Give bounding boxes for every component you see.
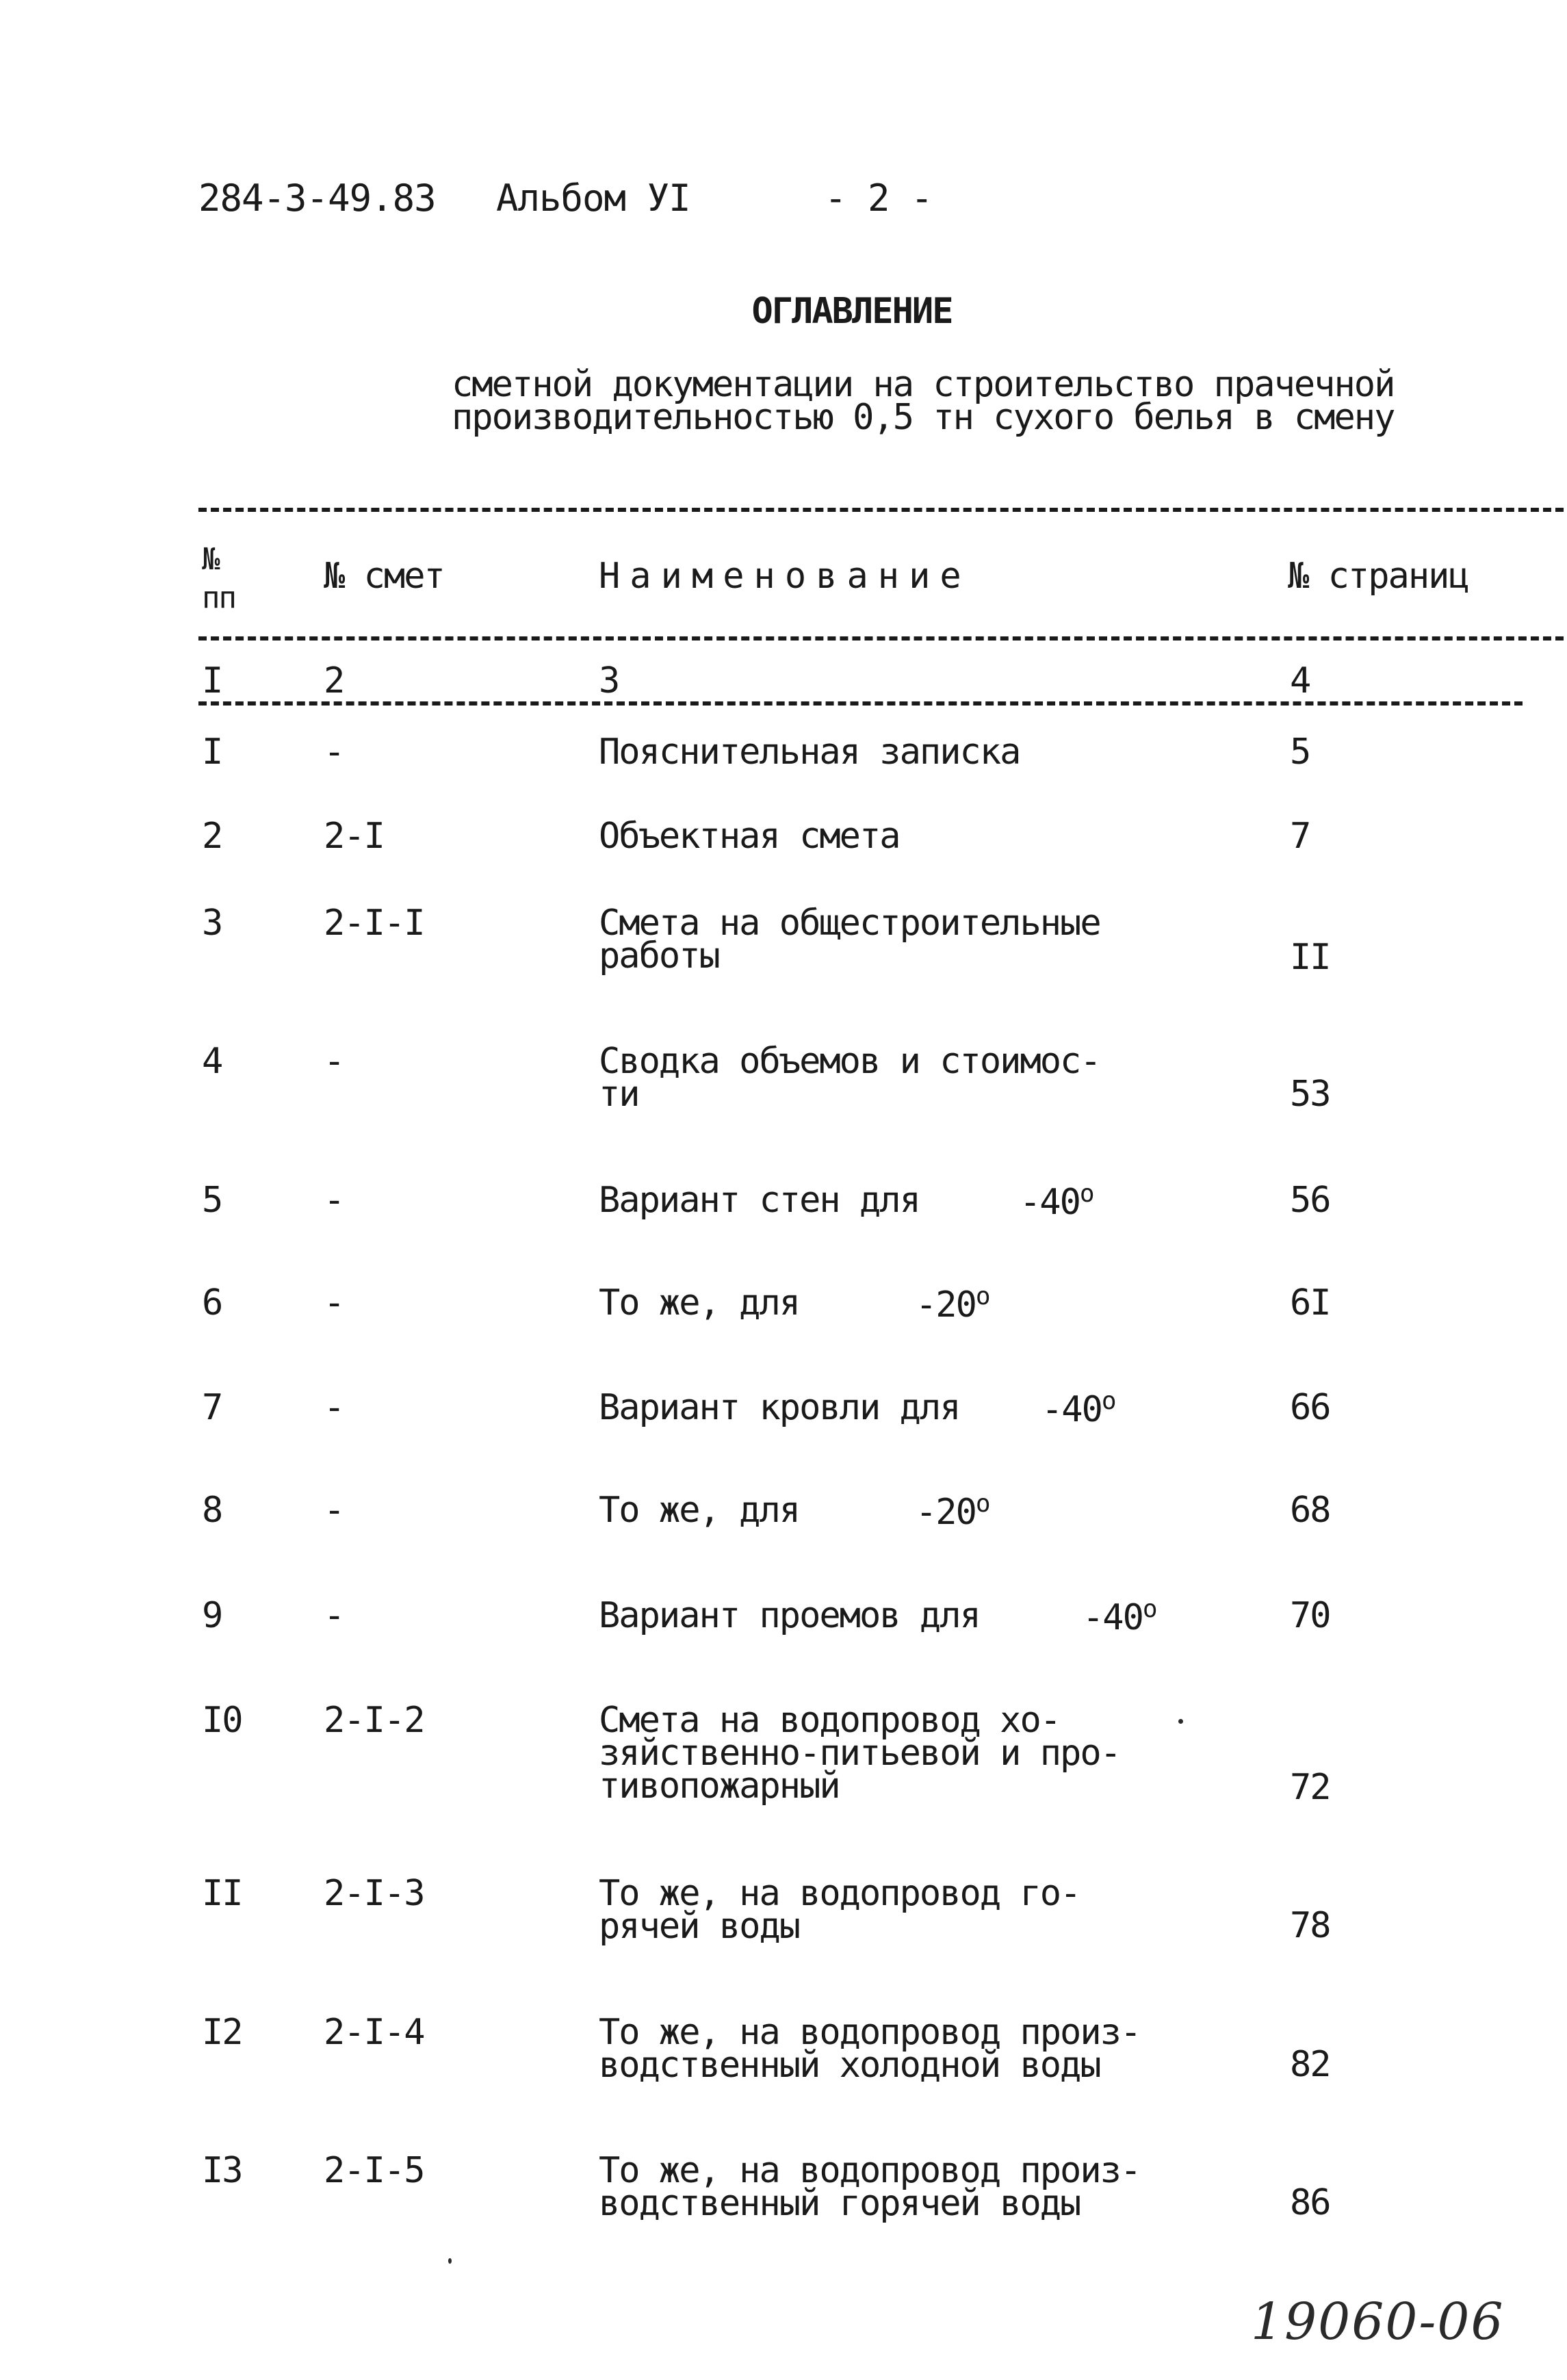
row-name-line-2: водственный холодной воды [599, 2045, 1100, 2086]
col-estimate-header: № смет [324, 556, 444, 597]
row-name-line-1: Смета на общестроительные [599, 903, 1100, 944]
row-page: 56 [1290, 1180, 1330, 1221]
col-number-1: I [202, 660, 222, 701]
degree-sign: o [1079, 1180, 1093, 1208]
row-estimate: 2-I-4 [324, 2012, 424, 2053]
subtitle-line-2: производительностью 0,5 тн сухого белья в смену [452, 397, 1395, 438]
row-page: 78 [1290, 1905, 1330, 1946]
row-page: 53 [1290, 1074, 1330, 1115]
document-code: 284-3-49.83 [198, 177, 436, 220]
row-name: Вариант проемов для [599, 1595, 980, 1636]
col-num-abbrev: пп [202, 580, 235, 615]
top-dashed-rule [198, 508, 1564, 512]
col-number-4: 4 [1290, 660, 1310, 701]
row-name-line-1: Смета на водопровод хо- [599, 1700, 1061, 1741]
row-estimate: 2-I [324, 816, 384, 857]
row-name-line-3: тивопожарный [599, 1765, 840, 1807]
row-temperature: -40$^o$ [1041, 1387, 1115, 1430]
row-temperature: -40$^o$ [1083, 1595, 1156, 1638]
degree-sign: o [1101, 1387, 1115, 1415]
col-pages-header: № страниц [1288, 556, 1468, 597]
row-estimate: 2-I-I [324, 903, 424, 944]
row-page: 7 [1290, 816, 1310, 857]
row-temperature: -20$^o$ [916, 1490, 989, 1533]
row-name: Пояснительная записка [599, 732, 1020, 773]
album-label: Альбом УI [496, 177, 690, 220]
row-page: II [1290, 937, 1330, 978]
degree-sign: o [1142, 1595, 1156, 1623]
row-name: Вариант кровли для [599, 1387, 960, 1428]
col-number-2: 2 [324, 660, 344, 701]
row-num: I [202, 732, 222, 773]
row-estimate: - [324, 1041, 344, 1082]
row-num: I2 [202, 2012, 242, 2053]
row-name-line-2: водственный горячей воды [599, 2183, 1080, 2224]
row-num: 8 [202, 1490, 222, 1531]
row-name-line-1: То же, на водопровод произ- [599, 2012, 1141, 2053]
col-num-symbol: № [202, 542, 219, 577]
row-estimate: 2-I-3 [324, 1873, 424, 1914]
row-num: 7 [202, 1387, 222, 1428]
degree-sign: o [975, 1490, 989, 1518]
degree-sign: o [975, 1282, 989, 1310]
row-name-line-2: зяйственно-питьевой и про- [599, 1733, 1120, 1774]
row-estimate: 2-I-2 [324, 1700, 424, 1741]
row-estimate: - [324, 1490, 344, 1531]
row-estimate: - [324, 1282, 344, 1323]
row-name: То же, для [599, 1490, 800, 1531]
row-estimate: - [324, 1595, 344, 1636]
row-estimate: - [324, 732, 344, 773]
row-name-line-1: Сводка объемов и стоимос- [599, 1041, 1100, 1082]
header-dashed-rule [198, 636, 1564, 641]
row-num: 5 [202, 1180, 222, 1221]
row-name-line-2: работы [599, 935, 719, 976]
row-name: То же, для [599, 1282, 800, 1323]
row-num: I3 [202, 2150, 242, 2191]
row-temperature: -40$^o$ [1020, 1180, 1093, 1223]
row-temperature: -20$^o$ [916, 1282, 989, 1325]
row-page: 6I [1290, 1282, 1330, 1323]
row-page: 66 [1290, 1387, 1330, 1428]
page-number: - 2 - [825, 177, 933, 220]
row-name: Объектная смета [599, 816, 900, 857]
row-page: 68 [1290, 1490, 1330, 1531]
row-name-line-2: ти [599, 1074, 639, 1115]
row-num: 6 [202, 1282, 222, 1323]
row-page: 86 [1290, 2182, 1330, 2223]
scan-speck [1178, 1719, 1183, 1724]
row-num: II [202, 1873, 242, 1914]
row-estimate: 2-I-5 [324, 2150, 424, 2191]
row-num: I0 [202, 1700, 242, 1741]
document-title: ОГЛАВЛЕНИЕ [751, 291, 953, 332]
handwritten-inventory-number: 19060-06 [1251, 2292, 1505, 2351]
col-name-header: Наименование [599, 556, 971, 597]
column-number-dashed-rule [198, 701, 1523, 706]
row-num: 3 [202, 903, 222, 944]
row-name: Вариант стен для [599, 1180, 920, 1221]
subtitle-line-1: сметной документации на строительство прачечной [452, 364, 1395, 405]
row-page: 72 [1290, 1767, 1330, 1808]
row-page: 5 [1290, 732, 1310, 773]
scan-speck [448, 2258, 452, 2264]
row-estimate: - [324, 1180, 344, 1221]
row-name-line-1: То же, на водопровод го- [599, 1873, 1080, 1914]
row-num: 2 [202, 816, 222, 857]
row-num: 9 [202, 1595, 222, 1636]
col-number-3: 3 [599, 660, 619, 701]
row-estimate: - [324, 1387, 344, 1428]
row-page: 70 [1290, 1595, 1330, 1636]
row-name-line-2: рячей воды [599, 1906, 800, 1947]
row-page: 82 [1290, 2044, 1330, 2085]
row-num: 4 [202, 1041, 222, 1082]
row-name-line-1: То же, на водопровод произ- [599, 2150, 1141, 2191]
